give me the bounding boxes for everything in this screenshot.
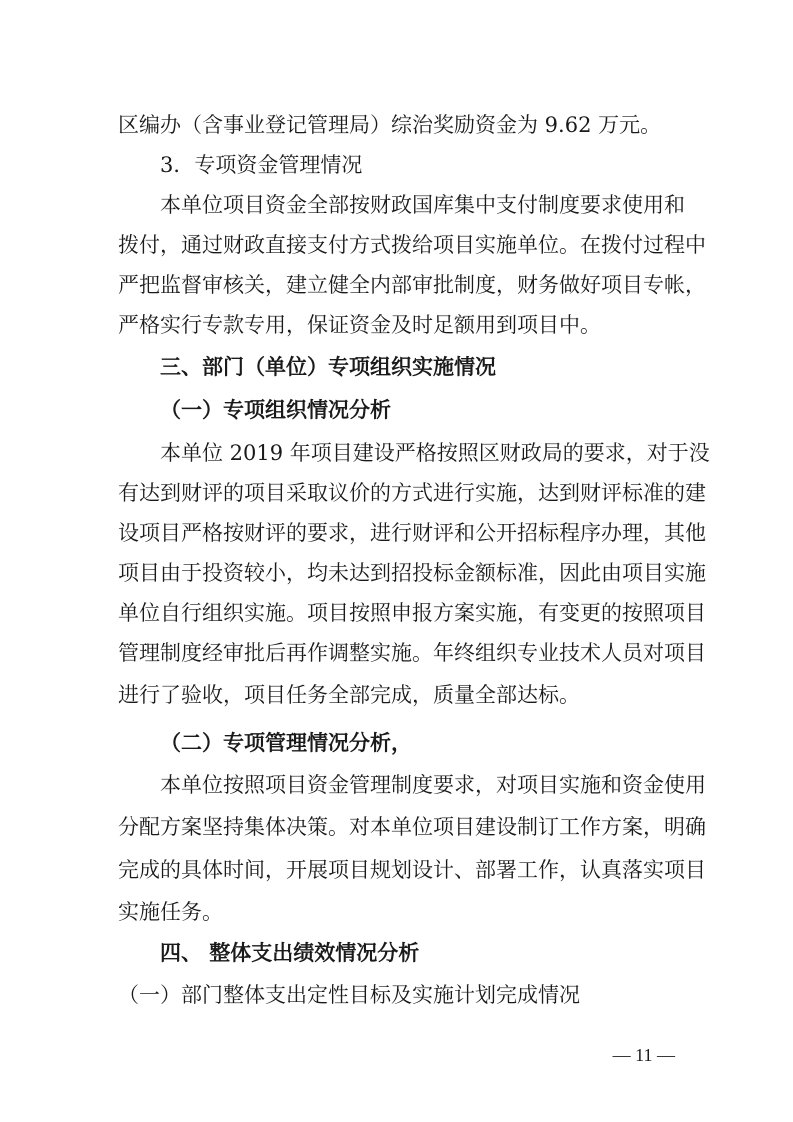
page-number: — 11 — (612, 1045, 675, 1065)
section-heading: 三、部门（单位）专项组织实施情况 (160, 355, 496, 379)
paragraph-line: 项目由于投资较小，均未达到招投标金额标准，因此由项目实施 (118, 561, 706, 585)
paragraph-line: 单位自行组织实施。项目按照申报方案实施，有变更的按照项目 (118, 601, 706, 625)
subsection-heading: （一）部门整体支出定性目标及实施计划完成情况 (118, 983, 580, 1007)
paragraph-line: 区编办（含事业登记管理局）综治奖励资金为 9.62 万元。 (118, 113, 662, 137)
paragraph-line: 拨付，通过财政直接支付方式拨给项目实施单位。在拨付过程中 (118, 233, 706, 257)
paragraph-line: 管理制度经审批后再作调整实施。年终组织专业技术人员对项目 (118, 641, 706, 665)
section-heading: 四、 整体支出绩效情况分析 (160, 941, 420, 965)
subsection-heading: （一）专项组织情况分析 (160, 398, 391, 422)
paragraph-line: 本单位 2019 年项目建设严格按照区财政局的要求，对于没 (160, 441, 710, 465)
paragraph-line: 实施任务。 (118, 900, 223, 924)
subsection-heading: （二）专项管理情况分析， (160, 731, 412, 755)
paragraph-line: 有达到财评的项目采取议价的方式进行实施，达到财评标准的建 (118, 481, 706, 505)
paragraph-line: 进行了验收，项目任务全部完成，质量全部达标。 (118, 683, 580, 707)
paragraph-line: 分配方案坚持集体决策。对本单位项目建设制订工作方案，明确 (118, 815, 706, 839)
paragraph-line: 严把监督审核关，建立健全内部审批制度，财务做好项目专帐， (118, 273, 706, 297)
paragraph-line: 严格实行专款专用，保证资金及时足额用到项目中。 (118, 313, 601, 337)
paragraph-line: 本单位项目资金全部按财政国库集中支付制度要求使用和 (160, 193, 685, 217)
paragraph-line: 完成的具体时间，开展项目规划设计、部署工作，认真落实项目 (118, 858, 706, 882)
paragraph-line: 本单位按照项目资金管理制度要求，对项目实施和资金使用 (160, 773, 706, 797)
subsection-heading: 3．专项资金管理情况 (160, 153, 363, 177)
paragraph-line: 设项目严格按财评的要求，进行财评和公开招标程序办理，其他 (118, 521, 706, 545)
